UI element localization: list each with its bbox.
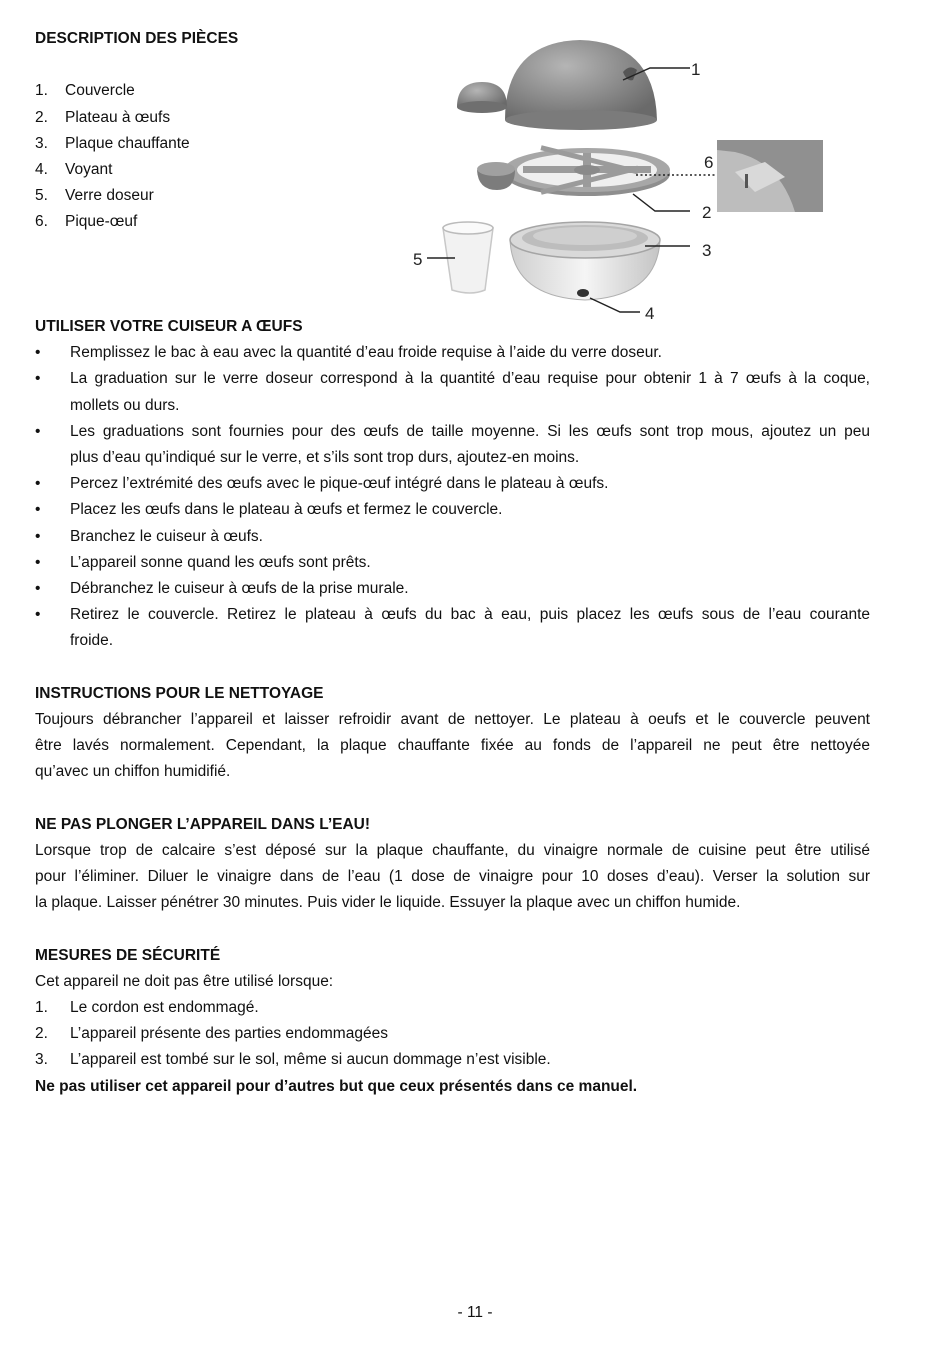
lid-knob-part: [457, 82, 507, 113]
parts-list-item: 4. Voyant: [35, 160, 113, 178]
water-warning-title: NE PAS PLONGER L’APPAREIL DANS L’EAU!: [35, 815, 371, 833]
usage-bullet: • Percez l’extrémité des œufs avec le pique-œuf intégré dans le plateau à œufs.: [35, 475, 609, 493]
usage-bullet: • Retirez le couvercle. Retirez le plateau à œufs du bac à eau, puis placez les œufs sous de l’eau courante: [35, 606, 870, 624]
parts-list-item: 5. Verre doseur: [35, 187, 154, 205]
parts-list-item: 6. Pique-œuf: [35, 213, 138, 231]
cleaning-text-line: qu’avec un chiffon humidifié.: [35, 763, 231, 781]
usage-bullet: • Branchez le cuiseur à œufs.: [35, 527, 263, 545]
callout-5: 5: [413, 250, 423, 269]
heating-base-part: [510, 222, 660, 300]
callout-2: 2: [702, 203, 712, 222]
page-number: - 11 -: [457, 1304, 493, 1321]
usage-bullet: • Les graduations sont fournies pour des œufs de taille moyenne. Si les œufs sont trop mous, ajoutez un peu: [35, 422, 870, 440]
cleaning-text-line: être lavés normalement. Cependant, la plaque chauffante fixée au fonds de l’appareil ne peut être nettoyée: [35, 737, 870, 755]
usage-bullet: • Débranchez le cuiseur à œufs de la prise murale.: [35, 579, 409, 597]
usage-bullet-continued: plus d’eau qu’indiqué sur le verre, et s’ils sont trop durs, ajoutez-en moins.: [70, 449, 580, 466]
safety-intro: Cet appareil ne doit pas être utilisé lorsque:: [35, 972, 334, 990]
usage-bullet: • La graduation sur le verre doseur correspond à la quantité d’eau requise pour obtenir 1 à 7 œufs à la coque,: [35, 370, 870, 388]
cleaning-title: INSTRUCTIONS POUR LE NETTOYAGE: [35, 684, 324, 702]
callout-3: 3: [702, 241, 712, 260]
lid-part: [505, 40, 657, 130]
egg-cooker-diagram: [405, 22, 835, 332]
usage-bullet: • Placez les œufs dans le plateau à œufs et fermez le couvercle.: [35, 501, 503, 519]
safety-list-item: 3. L’appareil est tombé sur le sol, même si aucun dommage n’est visible.: [35, 1051, 551, 1069]
egg-tray-part: [477, 145, 670, 196]
usage-bullet: • Remplissez le bac à eau avec la quantité d’eau froide requise à l’aide du verre doseur.: [35, 344, 662, 362]
safety-list-item: 2. L’appareil présente des parties endommagées: [35, 1025, 388, 1043]
parts-title: DESCRIPTION DES PIÈCES: [35, 30, 239, 47]
parts-list-item: 2. Plateau à œufs: [35, 108, 171, 126]
egg-piercer-inset: [717, 140, 823, 212]
safety-warning: Ne pas utiliser cet appareil pour d’autres but que ceux présentés dans ce manuel.: [35, 1077, 638, 1095]
cleaning-text-line: Toujours débrancher l’appareil et laisser refroidir avant de nettoyer. Le plateau à oeufs et le couvercle peuvent: [35, 710, 870, 728]
usage-bullet: • L’appareil sonne quand les œufs sont prêts.: [35, 553, 371, 571]
water-text-line: pour l’éliminer. Diluer le vinaigre dans de l’eau (1 dose de vinaigre pour 10 doses d’eau). Verser la solution sur: [35, 868, 870, 885]
callout-6: 6: [704, 153, 714, 172]
parts-list-item: 1. Couvercle: [35, 82, 135, 100]
water-text-line: Lorsque trop de calcaire s’est déposé sur la plaque chauffante, du vinaigre normale de cuisine peut être utilisé: [35, 841, 870, 859]
usage-bullet-continued: mollets ou durs.: [70, 396, 180, 414]
safety-title: MESURES DE SÉCURITÉ: [35, 946, 221, 964]
water-text-line: la plaque. Laisser pénétrer 30 minutes. Puis vider le liquide. Essuyer la plaque avec un chiffon humide.: [35, 894, 741, 912]
parts-list-item: 3. Plaque chauffante: [35, 134, 190, 152]
callout-1: 1: [691, 60, 701, 79]
usage-bullet-continued: froide.: [70, 632, 114, 650]
usage-title: UTILISER VOTRE CUISEUR A ŒUFS: [35, 318, 303, 336]
safety-list-item: 1. Le cordon est endommagé.: [35, 998, 259, 1016]
callout-4: 4: [645, 304, 655, 323]
